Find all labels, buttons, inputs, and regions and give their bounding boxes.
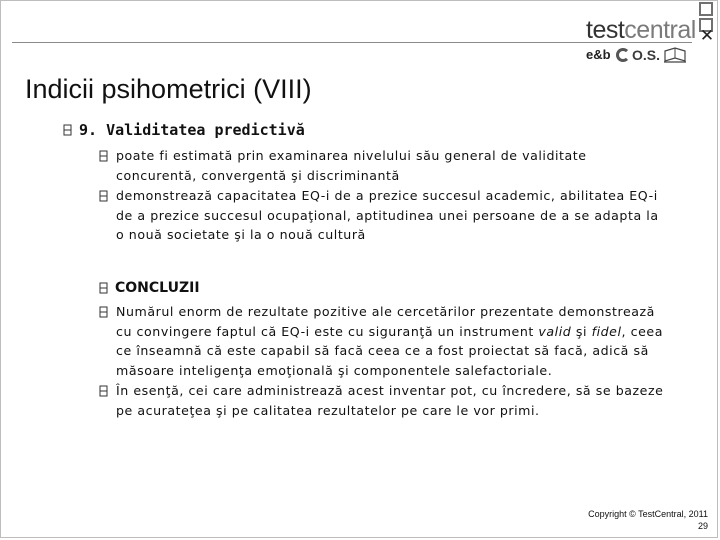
eb-logo-text: e&b (586, 47, 611, 62)
list-item (116, 146, 587, 185)
list-item-line: demonstrează capacitatea EQ-i de a prezice succesul academic, abilitatea EQ-i (116, 188, 658, 203)
list-item (116, 381, 663, 420)
page-title: Indicii psihometrici (VIII) (25, 74, 312, 104)
bullet-icon (99, 150, 108, 162)
list-item-line (116, 322, 663, 342)
copyright-text: Copyright © TestCentral, 2011 (588, 509, 708, 519)
list-item-line: ce înseamnă că este capabil să facă ceea ce a fost proiectat să facă, adică să (116, 343, 649, 358)
italic-term-valid: valid (538, 323, 572, 339)
text-fragment: şi (571, 323, 592, 339)
list-item-line: În esenţă, cei care administrează acest inventar pot, cu încredere, să se bazeze (116, 383, 664, 398)
bullet-icon (99, 282, 108, 294)
section-heading-conclusions: CONCLUZII (115, 280, 200, 296)
text-fragment: cu convingere faptul că EQ-i este cu siguranţă un instrument (116, 323, 539, 339)
list-item (116, 302, 663, 380)
list-item-line: Numărul enorm de rezultate pozitive ale cercetărilor prezentate demonstrează (116, 304, 655, 319)
text-fragment: , ceea (621, 323, 663, 339)
bullet-icon (99, 190, 108, 202)
logo-test-text: test (586, 16, 625, 44)
page-number: 29 (697, 521, 708, 531)
list-item (116, 186, 659, 245)
gos-logo-text: O.S. (632, 47, 661, 63)
italic-term-fidel: fidel (591, 323, 622, 339)
slide-footer (588, 508, 708, 532)
list-item-line: de a prezice succesul ocupaţional, aptitudinea unei persoane de a se adapta la (116, 207, 659, 223)
list-item-line: concurentă, convergentă şi discriminantă (116, 167, 400, 183)
close-icon[interactable]: ✕ (699, 26, 715, 46)
list-item-line: o nouă societate şi la o nouă cultură (116, 227, 366, 242)
logo-central-text: central (624, 16, 696, 44)
bullet-icon (99, 385, 108, 397)
section-heading-validity: 9. Validitatea predictivă (79, 121, 305, 139)
bullet-icon (99, 306, 108, 318)
list-item-line: pe acurateţea şi pe calitatea rezultatelor pe care le vor primi. (116, 402, 540, 418)
list-item-line: poate fi estimată prin examinarea nivelului său general de validitate (116, 148, 587, 163)
bullet-icon (63, 124, 72, 136)
list-item-line: măsoare inteligenţa emoţională şi componentele salefactoriale. (116, 362, 553, 378)
